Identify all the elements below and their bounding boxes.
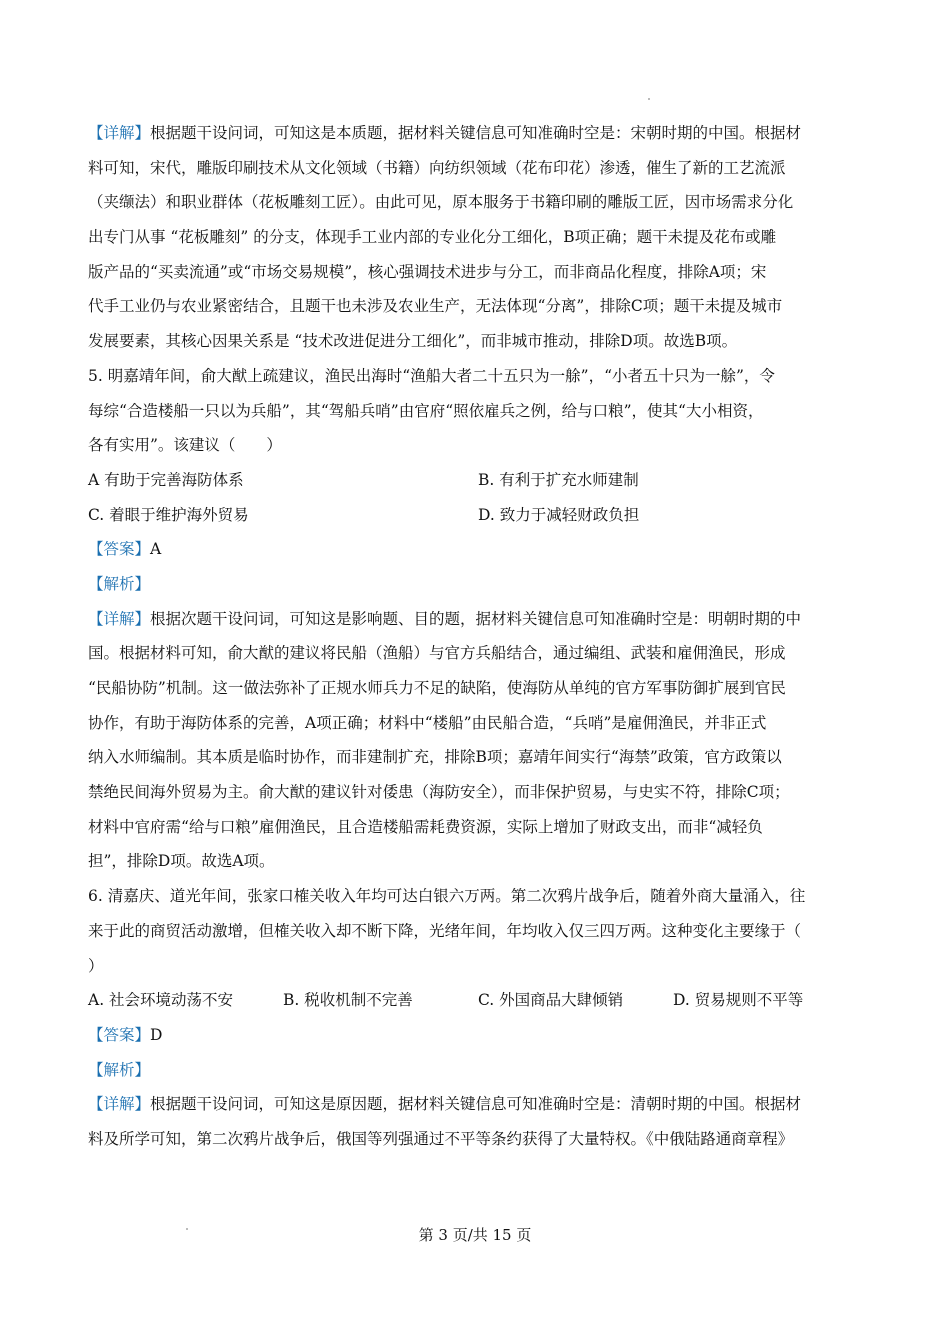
q6-answer-value: D [150,1025,163,1044]
page-number-footer: 第 3 页/共 15 页 [418,1226,532,1244]
q5-detail-line-7: 材料中官府需“给与口粮”雇佣渔民，且合造楼船需耗费资源，实际上增加了财政支出，而非“减轻负 [88,817,763,836]
q5-detail-line-3: “民船协防”机制。这一做法弥补了正规水师兵力不足的缺陷，使海防从单纯的官方军事防御扩展到官民 [88,679,786,697]
analysis-tag: 【解析】 [88,1060,151,1079]
q6-option-d: D. 贸易规则不平等 [673,991,804,1010]
analysis-tag: 【解析】 [88,574,151,593]
detail-tag: 【详解】 [88,1095,151,1114]
q6-detail-line-1: 【详解】根据题干设问词，可知这是原因题，据材料关键信息可知准确时空是：清朝时期的中国。根据材 [88,1095,802,1114]
q4-detail-line-5: 版产品的“买卖流通”或“市场交易规模”，核心强调技术进步与分工，而非商品化程度，排除A项；宋 [88,262,767,281]
q5-options-row-1 [88,463,870,498]
q5-answer-value: A [150,540,162,559]
q6-detail-line-2: 料及所学可知，第二次鸦片战争后，俄国等列强通过不平等条约获得了大量特权。《中俄陆路通商章程》 [88,1129,794,1148]
q4-detail-line-7: 发展要素，其核心因果关系是 “技术改进促进分工细化”，而非城市推动，排除D项。故选B项。 [88,332,738,351]
q6-option-b: B. 税收机制不完善 [283,991,413,1010]
answer-tag: 【答案】 [88,540,151,559]
q6-stem-line-2: 来于此的商贸活动激增，但榷关收入却不断下降，光绪年间，年均收入仅三四万两。这种变化主要缘于（ [88,921,802,940]
q5-detail-line-5: 纳入水师编制。其本质是临时协作，而非建制扩充，排除B项；嘉靖年间实行“海禁”政策，官方政策以 [88,748,782,767]
q6-answer [88,1018,870,1053]
q5-option-c: C. 着眼于维护海外贸易 [88,505,249,524]
q4-detail-line-4: 出专门从事 “花板雕刻” 的分支，体现手工业内部的专业化分工细化，B项正确；题干未提及花布或雕 [88,228,777,247]
q5-stem-line-1: 5. 明嘉靖年间，俞大猷上疏建议，渔民出海时“渔船大者二十五只为一艅”，“小者五十只为一艅”，令 [88,366,775,385]
q5-detail-line-8: 担”，排除D项。故选A项。 [88,852,275,871]
q4-detail-line-2: 料可知，宋代，雕版印刷技术从文化领域（书籍）向纺织领域（花布印花）渗透，催生了新的工艺流派 [88,158,786,177]
page-content [88,116,870,1157]
q4-detail-line-3: （夹缬法）和职业群体（花板雕刻工匠）。由此可见，原本服务于书籍印刷的雕版工匠，因市场需求分化 [88,193,794,212]
q5-option-a: A 有助于完善海防体系 [88,470,244,489]
q5-option-b: B. 有利于扩充水师建制 [478,470,639,489]
q6-analysis-heading [88,1053,870,1088]
q4-detail-line-6: 代手工业仍与农业紧密结合，且题干也未涉及农业生产，无法体现“分离”，排除C项；题干未提及城市 [88,297,783,316]
q5-detail-line-6: 禁绝民间海外贸易为主。俞大猷的建议针对倭患（海防安全），而非保护贸易，与史实不符，排除C项； [88,783,790,802]
scan-speck [648,98,650,100]
q5-detail-line-1: 【详解】根据次题干设问词，可知这是影响题、目的题，据材料关键信息可知准确时空是：明朝时期的中 [88,609,802,628]
q5-detail-line-4: 协作，有助于海防体系的完善，A项正确；材料中“楼船”由民船合造，“兵哨”是雇佣渔民，并非正式 [88,713,767,732]
answer-tag: 【答案】 [88,1025,151,1044]
q5-stem-line-2: 每综“合造楼船一只以为兵船”，其“驾船兵哨”由官府“照依雇兵之例，给与口粮”，使其“大小相资， [88,401,764,420]
q5-detail-line-2: 国。根据材料可知，俞大猷的建议将民船（渔船）与官方兵船结合，通过编组、武装和雇佣渔民，形成 [88,644,786,663]
q6-option-c: C. 外国商品大肆倾销 [478,991,624,1010]
q6-stem-line-3: ） [88,956,104,975]
detail-tag: 【详解】 [88,609,151,628]
q5-option-d: D. 致力于减轻财政负担 [478,505,640,524]
q4-detail-line-1: 【详解】根据题干设问词，可知这是本质题，据材料关键信息可知准确时空是：宋朝时期的中国。根据材 [88,124,802,142]
q6-options-row [88,983,870,1018]
q6-stem-line-1: 6. 清嘉庆、道光年间，张家口榷关收入年均可达白银六万两。第二次鸦片战争后，随着外商大量涌入，往 [88,887,806,906]
q5-options-row-2 [88,498,870,533]
q6-option-a: A. 社会环境动荡不安 [88,991,234,1010]
q5-stem-line-3: 各有实用”。该建议（ ） [88,436,282,455]
detail-tag: 【详解】 [88,124,151,142]
q5-analysis-heading [88,567,870,602]
q5-answer [88,532,870,567]
